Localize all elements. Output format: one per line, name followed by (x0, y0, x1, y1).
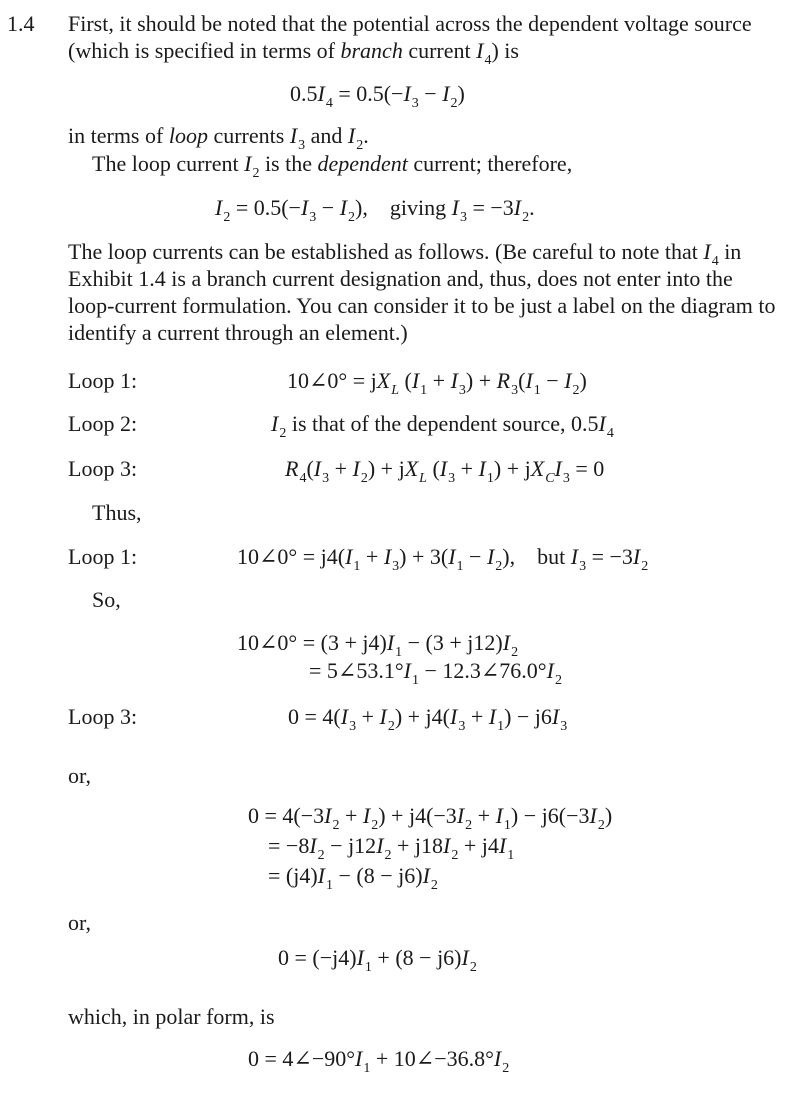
loop3-substituted-line1: $0 = 4(-3I_2 + I_2) + j4(-3I_2 + I_1) - j6(-3I_2)$ (248, 803, 613, 833)
loop3-substituted-line3: = $(j4)I_1 - (8 - j6)I_2$ (268, 863, 438, 893)
loop1-equation: 10∠0° = $jX_L$ $(I_1 + I_3) + R_3(I_1 - I_2)$ (287, 368, 587, 398)
loop2-label: Loop 2: (68, 411, 138, 436)
loop3-numeric-equation: $0 = 4(I_3 + I_2) + j4(I_3 + I_1) - j6I_3$ (288, 704, 568, 734)
problem-number: 1.4 (7, 11, 35, 36)
intro-paragraph: First, it should be noted that the potential across the dependent voltage source (which is specified in terms of branch current $I_4$) is (68, 11, 752, 68)
or-text-1: or, (68, 763, 91, 788)
loop3-rearranged-equation: $0 = (-j4)I_1 + (8 - j6)I_2$ (278, 945, 477, 975)
so-text: So, (92, 587, 121, 612)
loop1-label-numeric: Loop 1: (68, 544, 138, 569)
polar-form-text: which, in polar form, is (68, 1004, 275, 1029)
loop1-label: Loop 1: (68, 368, 138, 393)
loop3-substituted-line2: = $-8I_2 - j12I_2 + j18I_2 + j4I_1$ (268, 833, 515, 863)
loop3-equation: $R_4(I_3 + I_2) + jX_L$ $(I_3 + I_1) + jX_CI_3 = 0$ (285, 456, 605, 486)
thus-text: Thus, (92, 500, 142, 525)
loop1-numeric-equation: 10∠0° = $j4(I_1 + I_3) + 3(I_1 - I_2)$, but $I_3 = -3I_2$ (237, 544, 649, 574)
polar-equation: $0 = 4\angle-90^\circ I_1$ + $10\angle-36.8^\circ I_2$ (248, 1046, 510, 1076)
equation-dependent-voltage: $0.5I_4 = 0.5(-I_3 - I_2)$ (290, 81, 465, 111)
equation-i2: $I_2 = 0.5(-I_3 - I_2)$, giving $I_3 = -3I_2$. (215, 195, 535, 225)
loop2-equation: $I_2$ is that of the dependent source, $0.5I_4$ (271, 411, 614, 441)
loop1-simplified-line2: = $5\angle 53.1^\circ I_1$ − $12.3\angle 76.0^\circ I_2$ (309, 658, 562, 688)
loop3-label: Loop 3: (68, 456, 138, 481)
loop3-label-numeric: Loop 3: (68, 704, 138, 729)
or-text-2: or, (68, 910, 91, 935)
dependent-current-line: The loop current $I_2$ is the dependent current; therefore, (92, 151, 573, 181)
establish-paragraph: The loop currents can be established as follows. (Be careful to note that $I_4$ in Exhibit 1.4 is a branch current designation and, thus, does not enter into the loop-current formulation. You can consider it to be just a label on the diagram to identify a current through an element.) (68, 239, 776, 345)
loop1-simplified-line1: 10∠0° = $(3 + j4)I_1 - (3 + j12)I_2$ (237, 630, 519, 660)
loop-currents-line: in terms of loop currents $I_3$ and $I_2$. (68, 123, 369, 153)
